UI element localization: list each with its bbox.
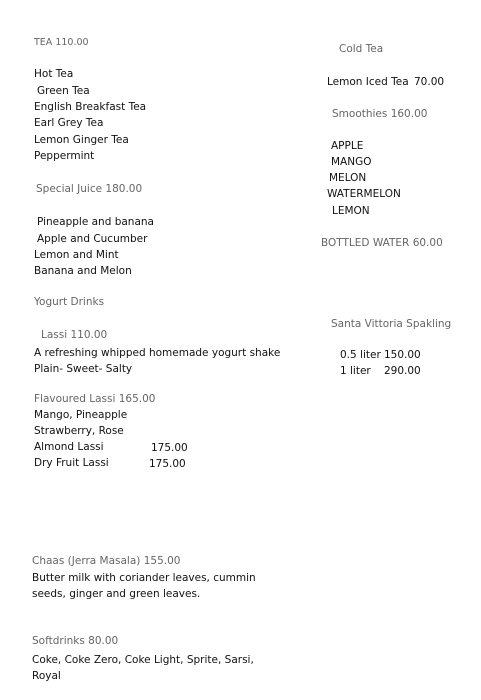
chaas-heading: Chaas (Jerra Masala) 155.00 [32, 555, 181, 567]
santa-vittoria-row1-price: 150.00 [384, 349, 421, 361]
tea-item-english-breakfast: English Breakfast Tea [34, 101, 147, 113]
almond-lassi-name: Almond Lassi [34, 441, 104, 453]
smoothie-item-melon: MELON [329, 172, 367, 184]
juice-item-apple-cucumber: Apple and Cucumber [37, 233, 148, 245]
softdrinks-line1: Coke, Coke Zero, Coke Light, Sprite, Sarsi, [32, 654, 254, 666]
dry-fruit-lassi-name: Dry Fruit Lassi [34, 457, 109, 469]
lemon-iced-tea-price: 70.00 [414, 76, 445, 88]
tea-heading: TEA 110.00 [34, 37, 89, 48]
tea-item-hot-tea: Hot Tea [34, 68, 74, 80]
dry-fruit-lassi-price: 175.00 [149, 458, 186, 470]
juice-item-lemon-mint: Lemon and Mint [34, 249, 119, 261]
chaas-description-line1: Butter milk with coriander leaves, cummin [32, 572, 256, 584]
flavoured-item-mango-pineapple: Mango, Pineapple [34, 409, 128, 421]
softdrinks-heading: Softdrinks 80.00 [32, 635, 119, 647]
santa-vittoria-row1-size: 0.5 liter [340, 349, 381, 361]
juice-item-banana-melon: Banana and Melon [34, 265, 132, 277]
smoothie-item-mango: MANGO [331, 156, 372, 168]
lassi-options: Plain- Sweet- Salty [34, 363, 133, 375]
smoothies-heading: Smoothies 160.00 [332, 108, 428, 120]
tea-item-green-tea: Green Tea [37, 85, 90, 97]
flavoured-lassi-heading: Flavoured Lassi 165.00 [34, 393, 156, 405]
tea-item-peppermint: Peppermint [34, 150, 95, 162]
smoothie-item-apple: APPLE [331, 140, 364, 152]
santa-vittoria-row2-price: 290.00 [384, 365, 421, 377]
lemon-iced-tea-name: Lemon Iced Tea [327, 76, 409, 88]
lassi-description: A refreshing whipped homemade yogurt shake [34, 347, 281, 359]
juice-item-pineapple-banana: Pineapple and banana [37, 216, 154, 228]
smoothie-item-lemon: LEMON [332, 205, 370, 217]
almond-lassi-price: 175.00 [151, 442, 188, 454]
special-juice-heading: Special Juice 180.00 [36, 183, 143, 195]
bottled-water-heading: BOTTLED WATER 60.00 [321, 237, 443, 249]
smoothie-item-watermelon: WATERMELON [327, 188, 401, 200]
santa-vittoria-row2-size: 1 liter [340, 365, 371, 377]
flavoured-item-strawberry-rose: Strawberry, Rose [34, 425, 124, 437]
softdrinks-line2: Royal [32, 670, 61, 682]
tea-item-earl-grey: Earl Grey Tea [34, 117, 104, 129]
tea-item-lemon-ginger: Lemon Ginger Tea [34, 134, 129, 146]
lassi-heading: Lassi 110.00 [41, 329, 108, 341]
santa-vittoria-heading: Santa Vittoria Spakling [331, 318, 452, 330]
chaas-description-line2: seeds, ginger and green leaves. [32, 588, 201, 600]
yogurt-drinks-heading: Yogurt Drinks [34, 296, 105, 308]
cold-tea-heading: Cold Tea [339, 43, 384, 55]
